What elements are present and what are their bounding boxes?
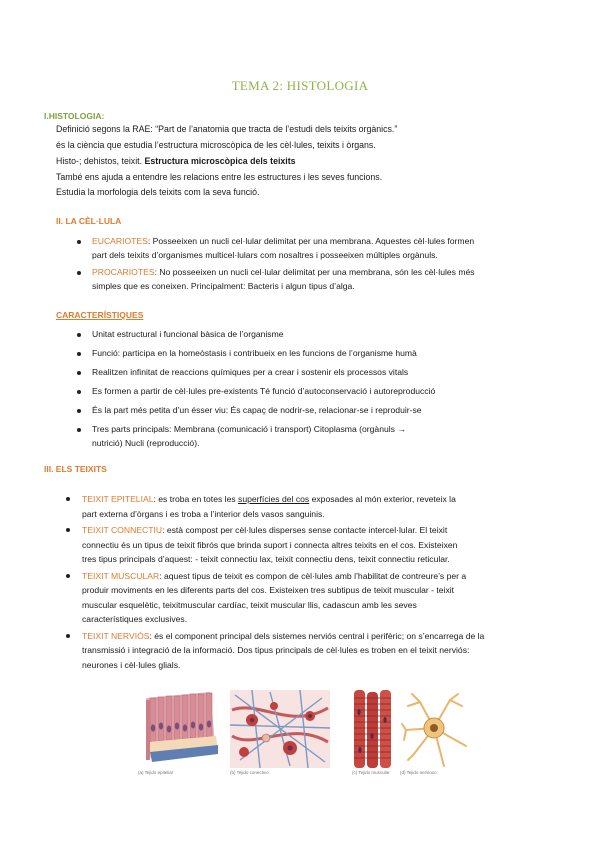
bullet-icon [66, 497, 70, 501]
list-item: Realitzen infinitat de reaccions químiques per a crear i sostenir els processos vitals [92, 366, 542, 385]
definition-line: Definició segons la RAE: “Part de l’anatomia que tracta de l’estudi dels teixits orgànics.” [56, 124, 398, 134]
bullet-icon [66, 574, 70, 578]
bullet-icon [77, 352, 81, 356]
figure-caption: (b) Tejido conectivo [230, 770, 269, 775]
list-item: Es formen a partir de cèl·lules pre-existents Té funció d’autoconservació i autoreproducció [92, 385, 542, 404]
characteristics-list [92, 328, 542, 451]
list-item: TEIXIT CONNECTIU: està compost per cèl·lules disperses sense contacte intercel·lular. El teixit connectiu és un tipus de teixit fibrós que brinda suport i connecta altres teixits en el cos. Existeixen tres tipus principals d’aquest: - teixit connectiu lax, teixit connectiu dens, teixit connectiu reticular. [82, 523, 562, 567]
science-line: és la ciència que estudia l’estructura microscòpica de les cèl·lules, teixits i òrgans. [56, 140, 376, 150]
muscle-tissue-illustration [352, 690, 394, 770]
nervous-tissue-figure [400, 690, 468, 773]
section-tissues-heading: III. ELS TEIXITS [44, 464, 107, 474]
bullet-icon [77, 390, 81, 394]
list-item: És la part més petita d’un ésser viu: És capaç de nodrir-se, relacionar-se i reproduir-se [92, 404, 542, 423]
bullet-icon [77, 428, 81, 432]
bullet-icon [77, 371, 81, 375]
figure-caption: (d) Tejido nervioso [400, 770, 437, 775]
nervous-tissue-illustration [400, 690, 468, 768]
list-item: PROCARIOTES: No posseeixen un nucli cel·lular delimitat per una membrana, són les cèl·lules més simples que es coneixen. Principalment: Bacteris i algun tipus d’alga. [92, 266, 542, 295]
tissues-list [82, 492, 562, 672]
figure-caption: (a) Tejido epitelial [138, 770, 173, 775]
bullet-icon [77, 271, 81, 275]
list-item: TEIXIT NERVIÓS: és el component principal dels sistemes nerviós central i perifèric; on s’encarrega de la transmissió i integració de la informació. Dos tipus principals de cèl·lules es troben en el teixit nerviós: neurones i cèl·lules glials. [82, 629, 562, 673]
characteristics-heading: CARACTERÍSTIQUES [56, 310, 144, 320]
etymology-line: Histo-; dehistos, teixit. Estructura microscòpica dels teixits [56, 156, 296, 166]
muscle-tissue-figure [352, 690, 394, 775]
tissue-figures [138, 690, 468, 782]
epithelial-tissue-illustration [138, 690, 220, 768]
list-item: EUCARIOTES: Posseeixen un nucli cel·lular delimitat per una membrana. Aquestes cèl·lules formen part dels teixits d’organismes multicel·lulars com nosaltres i posseeixen múltiples orgànuls. [92, 235, 542, 264]
list-item: Tres parts principals: Membrana (comunicació i transport) Citoplasma (orgànuls → nutrició) Nucli (reproducció). [92, 423, 542, 451]
cell-types-list [92, 235, 542, 295]
surfaces-link[interactable]: superfícies del cos [238, 494, 310, 504]
bullet-icon [66, 634, 70, 638]
figure-caption: (c) Tejido muscular [352, 770, 390, 775]
list-item: Funció: participa en la homeòstasis i contribueix en les funcions de l’organisme humà [92, 347, 542, 366]
list-item: TEIXIT EPITELIAL: es troba en totes les superfícies del cos exposades al món exterior, reveteix la part externa d’òrgans i es troba a l’interior dels vasos sanguinis. [82, 492, 562, 521]
document-title: TEMA 2: HISTOLOGIA [231, 78, 369, 93]
bullet-icon [77, 333, 81, 337]
connective-tissue-figure [230, 690, 330, 773]
section-histologia-heading: I.HISTOLOGIA: [44, 111, 105, 121]
epithelial-tissue-figure [138, 690, 220, 773]
morphology-line: Estudia la morfologia dels teixits com la seva funció. [56, 187, 260, 197]
bullet-icon [77, 240, 81, 244]
relations-line: També ens ajuda a entendre les relacions entre les estructures i les seves funcions. [56, 172, 383, 182]
list-item: TEIXIT MUSCULAR: aquest tipus de teixit es compon de cèl·lules amb l’habilitat de contreure’s per a produir moviments en les diferents parts del cos. Existeixen tres subtipus de teixit muscular - teixit muscular esquelètic, teixitmuscular cardíac, teixit muscular llis, cadascun amb les seves característiques exclusives. [82, 569, 562, 627]
list-item: Unitat estructural i funcional bàsica de l’organisme [92, 328, 542, 347]
section-cell-heading: II. LA CÈL·LULA [56, 216, 122, 226]
connective-tissue-illustration [230, 690, 330, 768]
bullet-icon [66, 528, 70, 532]
bullet-icon [77, 409, 81, 413]
